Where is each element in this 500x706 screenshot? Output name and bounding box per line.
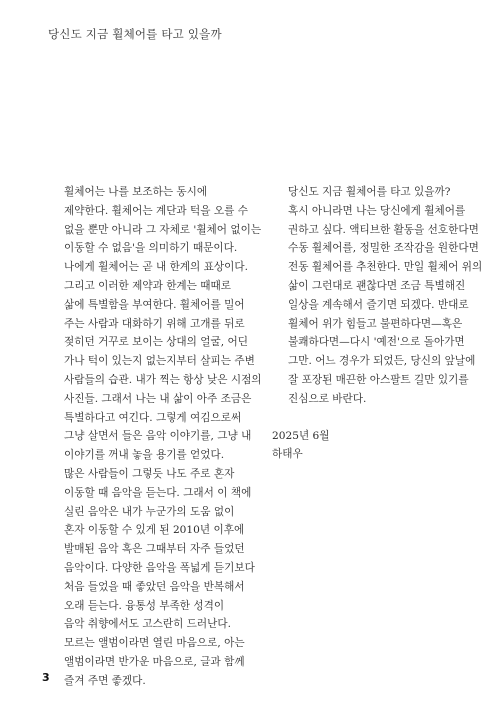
text-line: 그냥 살면서 들은 음악 이야기를, 그냥 내: [64, 430, 252, 443]
text-line: 제약한다. 휠체어는 계단과 턱을 오를 수: [64, 204, 248, 217]
text-line: 진심으로 바란다.: [288, 392, 367, 405]
text-line: 특별하다고 여긴다. 그렇게 여김으로써: [64, 411, 242, 424]
text-line: 가나 턱이 있는지 없는지부터 살피는 주변: [64, 355, 255, 368]
text-line: 그만. 어느 경우가 되었든, 당신의 앞날에: [288, 355, 476, 368]
text-line: 발매된 음악 혹은 그때부터 자주 들었던: [64, 543, 245, 556]
text-line: 혹시 아니라면 나는 당신에게 휠체어를: [288, 204, 466, 217]
text-line: 이동할 수 없음'을 의미하기 때문이다.: [64, 242, 238, 255]
text-line: 모르는 앨범이라면 열린 마음으로, 아는: [64, 637, 245, 650]
text-line: 권하고 싶다. 액티브한 활동을 선호한다면: [288, 223, 479, 236]
text-line: 그리고 이러한 제약과 한계는 때때로: [64, 279, 231, 292]
paragraph-disability-reflection: [48, 183, 262, 465]
text-line: 수동 휠체어를, 정밀한 조작감을 원한다면: [288, 242, 479, 255]
text-line: 오래 듣는다. 융통성 부족한 성격이: [64, 599, 225, 612]
text-line: 혼자 이동할 수 있게 된 2010년 이후에: [64, 524, 245, 537]
text-line: 당신도 지금 휠체어를 타고 있을까?: [288, 186, 451, 198]
text-line: 나에게 휠체어는 곧 내 한계의 표상이다.: [64, 261, 248, 274]
text-line: 실린 음악은 내가 누군가의 도움 없이: [64, 505, 235, 518]
text-line: 음악이다. 다양한 음악을 폭넓게 듣기보다: [64, 561, 255, 574]
author-name: 하태우: [272, 448, 303, 461]
text-line: 사람들의 습관. 내가 찍는 항상 낮은 시점의: [64, 373, 262, 386]
left-column: [48, 183, 262, 691]
text-line: 휠체어는 나를 보조하는 동시에: [64, 186, 208, 198]
right-column: [272, 183, 483, 464]
page-number: 3: [42, 671, 50, 684]
date: 2025년 6월: [272, 429, 330, 442]
text-line: 음악 취향에서도 고스란히 드러난다.: [64, 618, 231, 631]
text-line: 이야기를 꺼내 놓을 용기를 얻었다.: [64, 449, 225, 462]
paragraph-music-listening: [48, 465, 255, 691]
text-line: 주는 사람과 대화하기 위해 고개를 뒤로: [64, 317, 245, 330]
text-line: 사진들. 그래서 나는 내 삶이 아주 조금은: [64, 392, 252, 405]
text-line: 많은 사람들이 그렇듯 나도 주로 혼자: [64, 467, 235, 480]
text-line: 전동 휠체어를 추천한다. 만일 휠체어 위의: [288, 261, 483, 274]
text-line: 처음 들었을 때 좋았던 음악을 반복해서: [64, 580, 245, 593]
text-line: 앨범이라면 반가운 마음으로, 글과 함께: [64, 655, 245, 668]
text-line: 즐겨 주면 좋겠다.: [64, 674, 146, 687]
text-line: 잘 포장된 매끈한 아스팔트 길만 있기를: [288, 373, 469, 386]
text-line: 휠체어 위가 힘들고 불편하다면—혹은: [288, 317, 463, 330]
signature-block: [272, 427, 456, 465]
text-line: 삶이 그런대로 괜찮다면 조금 특별해진: [288, 279, 466, 292]
text-line: 삶에 특별함을 부여한다. 휠체어를 밀어: [64, 298, 245, 311]
text-line: 일상을 계속해서 즐기면 되겠다. 반대로: [288, 298, 469, 311]
text-line: 불쾌하다면—다시 '예전'으로 돌아가면: [288, 336, 465, 349]
text-line: 젖히던 거꾸로 보이는 상대의 얼굴, 어딘: [64, 336, 248, 349]
text-line: 없을 뿐만 아니라 그 자체로 '휠체어 없이는: [64, 223, 262, 236]
paragraph-wheelchair-invitation: [272, 183, 483, 409]
running-title: 당신도 지금 휠체어를 타고 있을까: [48, 27, 222, 41]
text-line: 이동할 때 음악을 듣는다. 그래서 이 책에: [64, 486, 252, 499]
